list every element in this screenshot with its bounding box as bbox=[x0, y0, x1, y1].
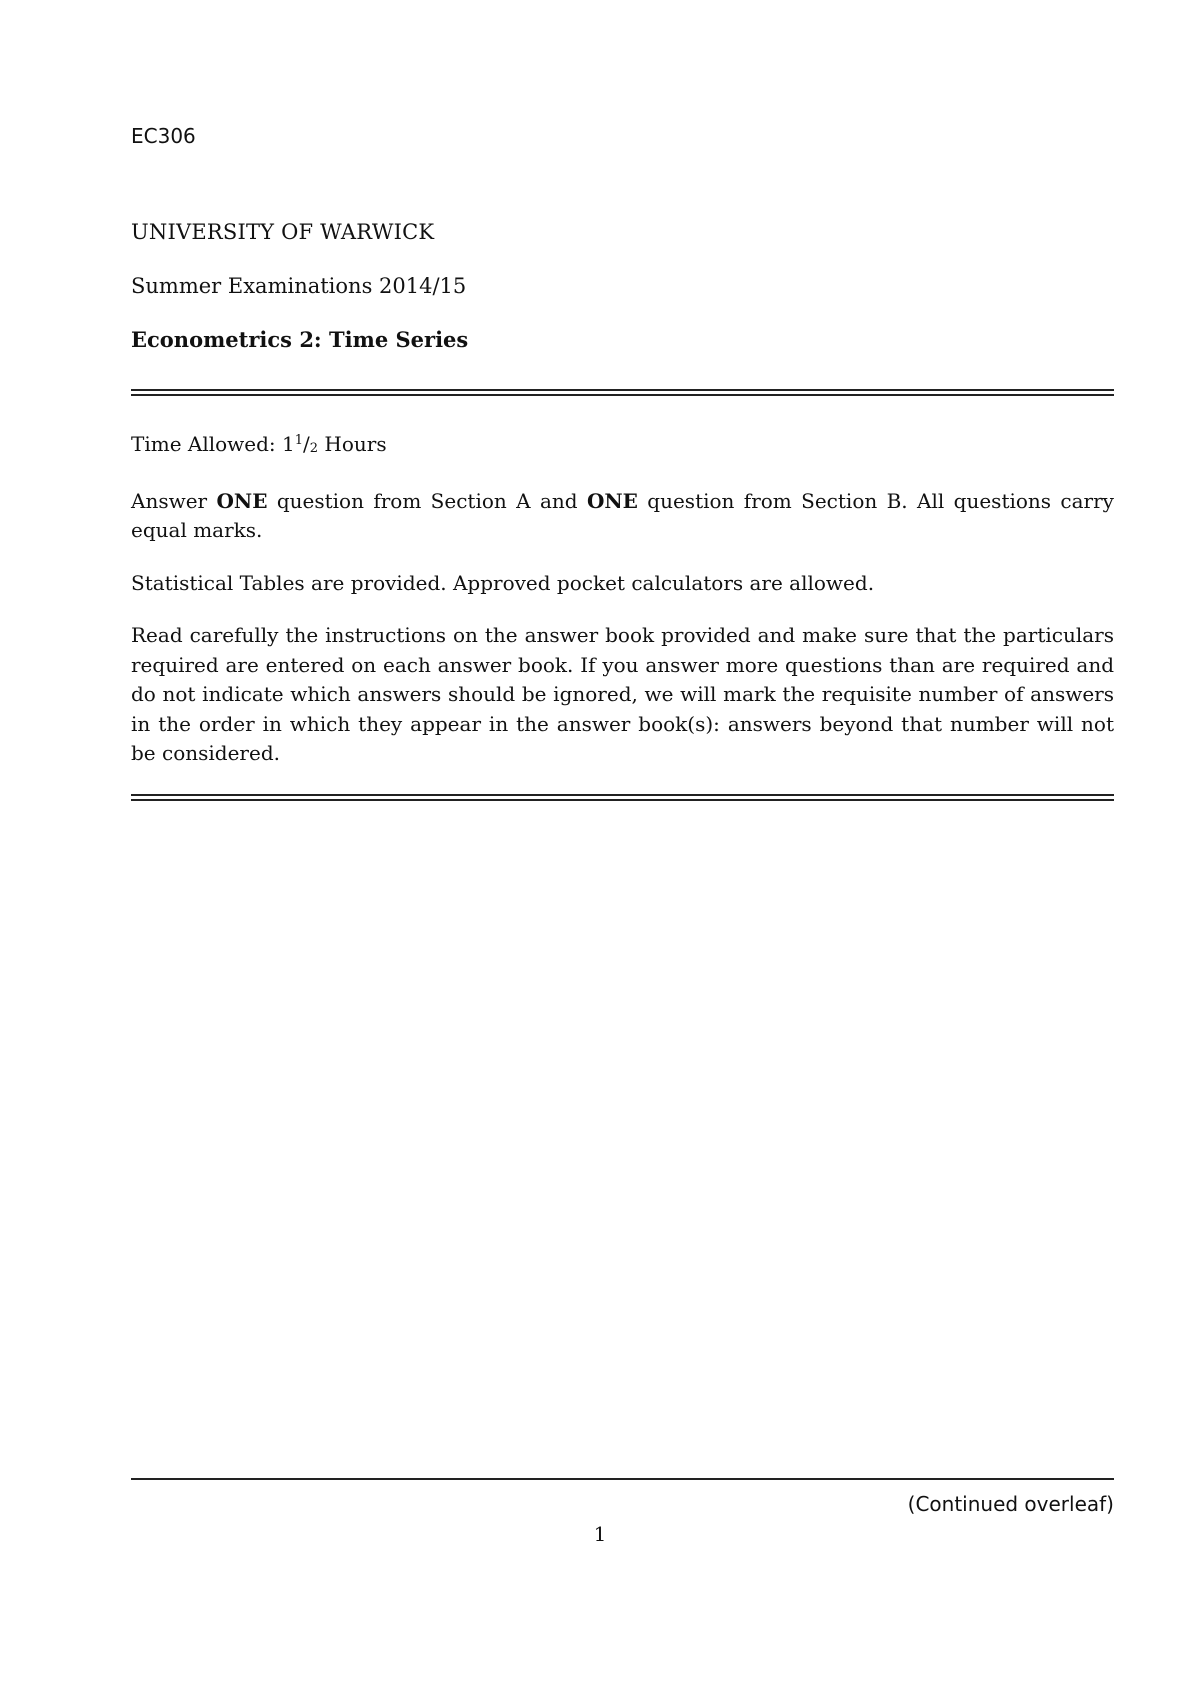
answer-one-section-a: ONE bbox=[216, 488, 268, 513]
exam-title: Econometrics 2: Time Series bbox=[131, 327, 469, 352]
time-allowed-suffix: Hours bbox=[318, 432, 387, 456]
answer-one-section-b: ONE bbox=[586, 488, 638, 513]
fraction-denominator: 2 bbox=[309, 441, 319, 456]
bottom-divider bbox=[131, 794, 1114, 801]
answer-instruction bbox=[131, 487, 1114, 546]
time-allowed bbox=[131, 426, 1114, 464]
exam-session: Summer Examinations 2014/15 bbox=[131, 274, 467, 298]
instructions-block bbox=[131, 426, 1114, 792]
answer-text-3: question from Section B. All questions carry equal marks. bbox=[131, 488, 1114, 542]
time-allowed-fraction: $^1/_2$ bbox=[294, 432, 319, 456]
top-divider bbox=[131, 389, 1114, 396]
university-name: UNIVERSITY OF WARWICK bbox=[131, 220, 435, 244]
fraction-numerator: 1 bbox=[294, 433, 304, 448]
answer-text-1: Answer bbox=[131, 488, 217, 513]
footer-divider bbox=[131, 1478, 1114, 1480]
continued-overleaf: (Continued overleaf) bbox=[907, 1492, 1114, 1516]
tables-instruction: Statistical Tables are provided. Approved pocket calculators are allowed. bbox=[131, 570, 875, 595]
page-number: 1 bbox=[593, 1522, 607, 1546]
read-carefully-instruction: Read carefully the instructions on the answer book provided and make sure that the particulars required are entered on each answer book. If you answer more questions than are required and do not indicate which answers should be ignored, we will mark the requisite number of answers in the order in which they appear in the answer book(s): answers beyond that number will not be considered. bbox=[131, 623, 1114, 765]
course-code: EC306 bbox=[131, 124, 196, 148]
time-allowed-prefix: Time Allowed: 1 bbox=[131, 432, 295, 456]
answer-text-2: question from Section A and bbox=[267, 488, 587, 513]
